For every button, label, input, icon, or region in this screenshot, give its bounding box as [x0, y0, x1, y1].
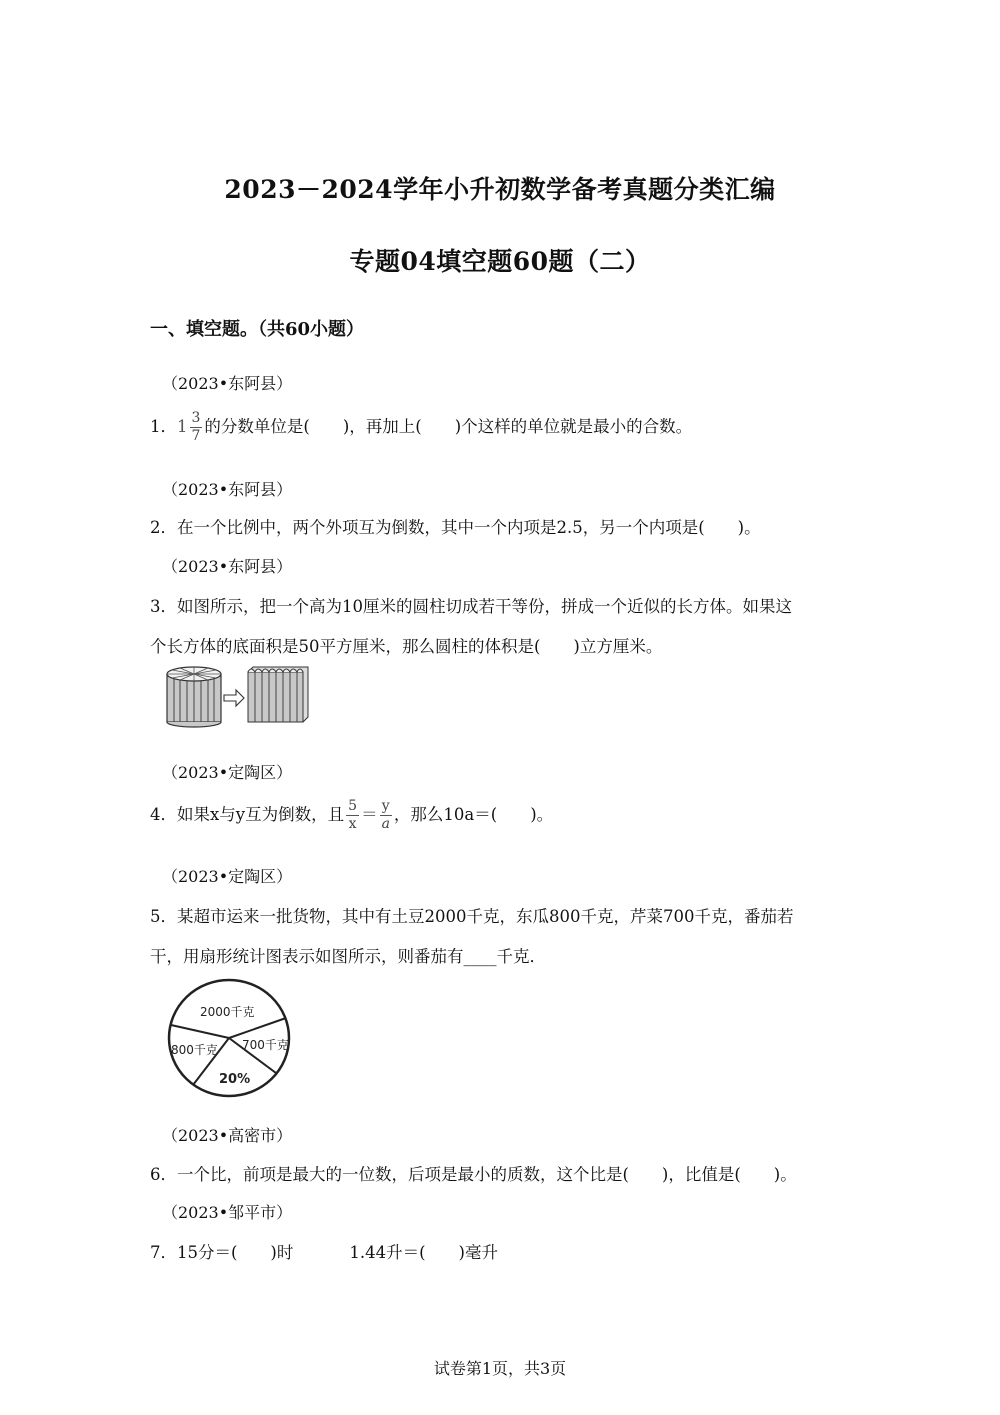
- question-7: [150, 1239, 498, 1263]
- pie-chart-figure: [162, 975, 294, 1101]
- question-text: 的分数单位是( )，再加上( )个这样的单位就是最小的合数。: [204, 417, 693, 436]
- source-tag-q6: （2023•高密市）: [162, 1126, 293, 1145]
- page-title: 2023－2024学年小升初数学备考真题分类汇编: [224, 175, 776, 204]
- question-number: 3．: [150, 597, 177, 616]
- question-4: [150, 798, 553, 833]
- question-number: 5．: [150, 907, 177, 926]
- question-text: 如果x与y互为倒数，且: [177, 805, 345, 824]
- question-5: [150, 903, 793, 927]
- fraction-5-over-x: $\frac{5}{x}$: [348, 798, 358, 832]
- source-tag-q4: （2023•定陶区）: [162, 763, 293, 782]
- question-2: [150, 514, 761, 538]
- source-tag-q3: （2023•东阿县）: [162, 557, 293, 576]
- question-text-a: 15分＝( )时: [177, 1243, 294, 1262]
- question-number: 1．: [150, 417, 177, 436]
- fraction-y-over-a: $\frac{y}{a}$: [381, 798, 390, 832]
- pie-label-2000: 2000千克: [200, 1005, 255, 1019]
- question-3: [150, 593, 792, 617]
- mixed-number: 1 $\frac{3}{7}$: [177, 410, 201, 444]
- question-3-line2: 个长方体的底面积是50平方厘米，那么圆柱的体积是( )立方厘米。: [150, 637, 663, 656]
- page-footer: 试卷第1页，共3页: [433, 1359, 567, 1378]
- question-1: [150, 410, 692, 445]
- question-text-b: 1.44升＝( )毫升: [349, 1243, 498, 1262]
- question-text: 一个比，前项是最大的一位数，后项是最小的质数，这个比是( )，比值是( )。: [177, 1165, 797, 1184]
- question-text-line1: 如图所示，把一个高为10厘米的圆柱切成若干等份，拼成一个近似的长方体。如果这: [177, 597, 792, 616]
- question-number: 7．: [150, 1243, 177, 1262]
- question-number: 2．: [150, 518, 177, 537]
- equals-sign: ＝: [361, 805, 378, 824]
- source-tag-q2: （2023•东阿县）: [162, 480, 293, 499]
- question-number: 4．: [150, 805, 177, 824]
- source-tag-q5: （2023•定陶区）: [162, 867, 293, 886]
- question-text-end: ，那么10a＝( )。: [393, 805, 554, 824]
- pie-label-800: 800千克: [171, 1043, 218, 1057]
- pie-label-percent: 20%: [219, 1072, 251, 1087]
- question-text: 在一个比例中，两个外项互为倒数，其中一个内项是2.5，另一个内项是( )。: [177, 518, 761, 537]
- source-tag-q1: （2023•东阿县）: [162, 374, 293, 393]
- question-6: [150, 1161, 797, 1185]
- cylinder-to-cuboid-figure: [160, 662, 320, 728]
- question-5-line2: 干，用扇形统计图表示如图所示，则番茄有____千克．: [150, 947, 546, 966]
- pie-label-700: 700千克: [242, 1038, 289, 1052]
- page-subtitle: 专题04填空题60题（二）: [349, 247, 651, 276]
- source-tag-q7: （2023•邹平市）: [162, 1203, 293, 1222]
- section-heading: 一、填空题。（共60小题）: [150, 319, 365, 340]
- question-text-line1: 某超市运来一批货物，其中有土豆2000千克，东瓜800千克，芹菜700千克，番茄若: [177, 907, 794, 926]
- question-number: 6．: [150, 1165, 177, 1184]
